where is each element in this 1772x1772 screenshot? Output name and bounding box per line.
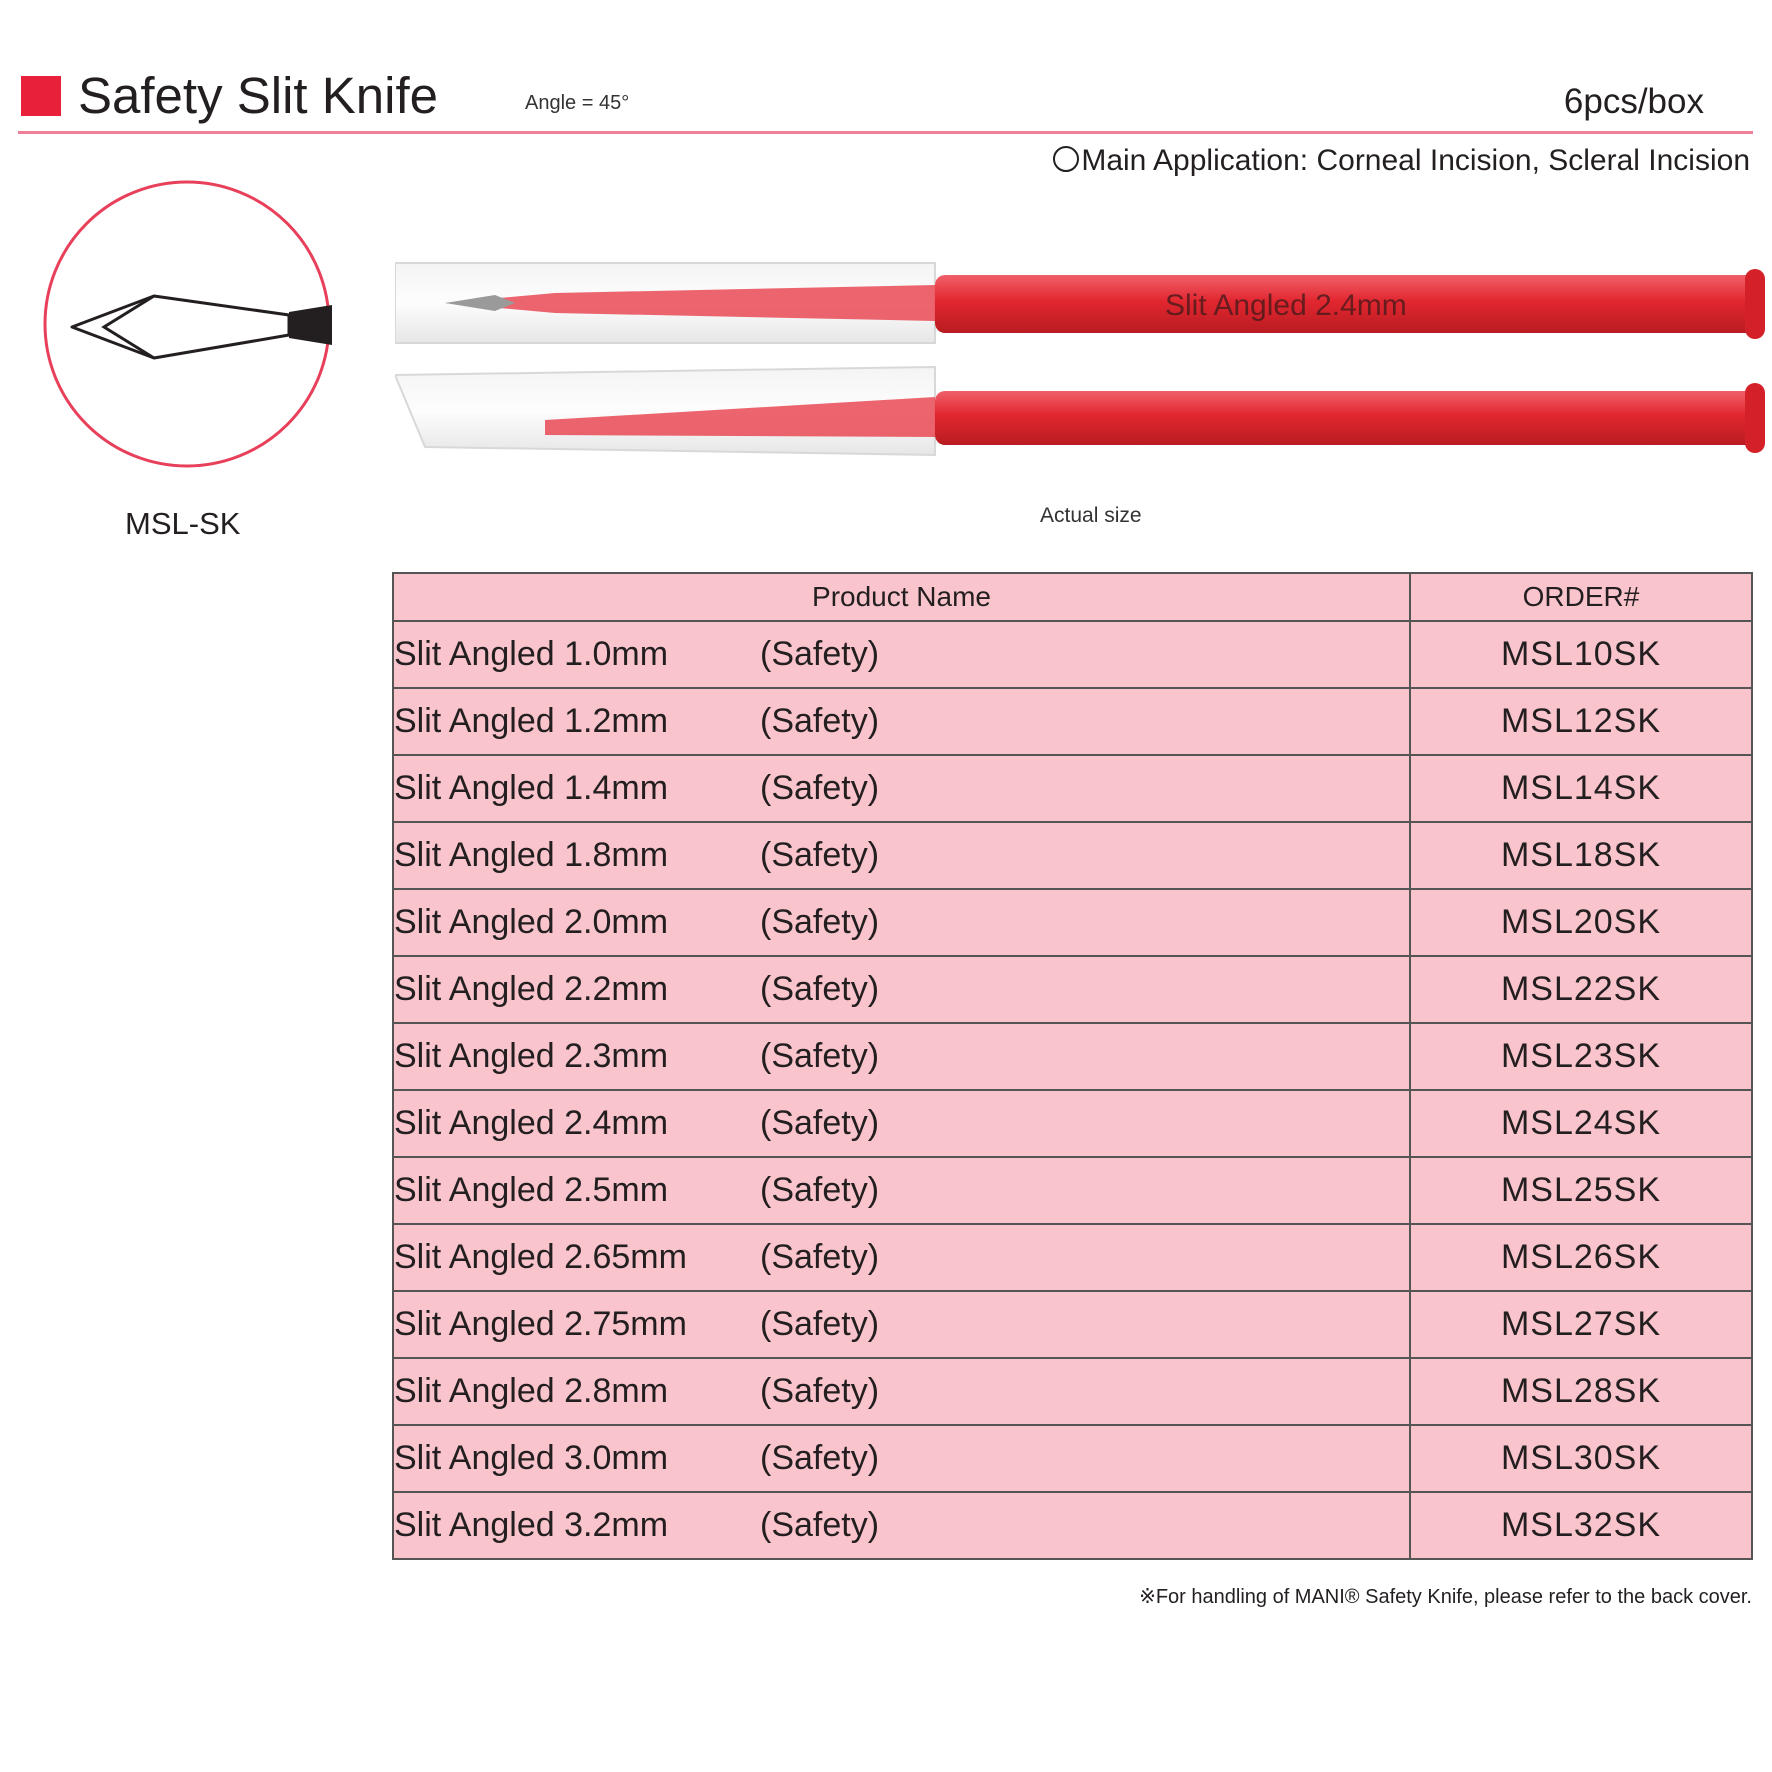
product-name-cell xyxy=(393,755,1410,822)
product-type: (Safety) xyxy=(760,1037,880,1075)
product-type: (Safety) xyxy=(760,1104,880,1142)
product-name: Slit Angled 2.3mm xyxy=(394,1037,669,1075)
header-product-name: Product Name xyxy=(393,573,1410,621)
product-name: Slit Angled 1.8mm xyxy=(394,836,669,874)
product-type: (Safety) xyxy=(760,970,880,1008)
product-name: Slit Angled 1.4mm xyxy=(394,769,669,807)
knife-top xyxy=(395,263,1765,343)
product-photo xyxy=(395,255,1765,480)
product-type: (Safety) xyxy=(760,903,880,941)
product-table xyxy=(392,572,1753,1560)
product-name: Slit Angled 1.0mm xyxy=(394,635,669,673)
product-name: Slit Angled 3.0mm xyxy=(394,1439,669,1477)
header-order-number: ORDER# xyxy=(1410,573,1752,621)
order-number: MSL18SK xyxy=(1410,822,1752,889)
product-type: (Safety) xyxy=(760,836,880,874)
main-application-text: Main Application: Corneal Incision, Scleral Incision xyxy=(1081,144,1750,177)
table-row xyxy=(393,755,1752,822)
pack-quantity: 6pcs/box xyxy=(1563,82,1704,121)
main-application xyxy=(1053,142,1750,180)
product-type: (Safety) xyxy=(760,635,880,673)
product-name: Slit Angled 2.75mm xyxy=(394,1305,687,1343)
table-row xyxy=(393,1023,1752,1090)
product-type: (Safety) xyxy=(760,1171,880,1209)
product-name-cell xyxy=(393,1157,1410,1224)
handle-label: Slit Angled 2.4mm xyxy=(1165,289,1407,322)
table-body xyxy=(393,621,1752,1559)
product-name-cell xyxy=(393,1023,1410,1090)
order-number: MSL10SK xyxy=(1410,621,1752,688)
product-name: Slit Angled 2.5mm xyxy=(394,1171,669,1209)
table-row xyxy=(393,1224,1752,1291)
table-row xyxy=(393,1492,1752,1559)
table-row xyxy=(393,822,1752,889)
knife-handle-open xyxy=(935,391,1760,445)
handle-end-cap xyxy=(1745,269,1765,339)
product-name-cell xyxy=(393,956,1410,1023)
product-name: Slit Angled 2.0mm xyxy=(394,903,669,941)
product-name: Slit Angled 1.2mm xyxy=(394,702,669,740)
product-name: Slit Angled 3.2mm xyxy=(394,1506,669,1544)
product-type: (Safety) xyxy=(760,1372,880,1410)
blade-tip-diagram xyxy=(42,179,332,469)
table-row xyxy=(393,1157,1752,1224)
table-row xyxy=(393,1358,1752,1425)
product-name-cell xyxy=(393,889,1410,956)
photo-caption: Actual size xyxy=(1040,504,1142,527)
circle-bullet-icon xyxy=(1053,146,1079,172)
table-header-row xyxy=(393,573,1752,621)
product-name-cell xyxy=(393,1224,1410,1291)
product-name-cell xyxy=(393,1425,1410,1492)
angle-spec: Angle = 45° xyxy=(525,92,630,114)
order-number: MSL12SK xyxy=(1410,688,1752,755)
product-name-cell xyxy=(393,1492,1410,1559)
order-number: MSL26SK xyxy=(1410,1224,1752,1291)
order-number: MSL32SK xyxy=(1410,1492,1752,1559)
table-row xyxy=(393,1291,1752,1358)
product-name: Slit Angled 2.4mm xyxy=(394,1104,669,1142)
product-type: (Safety) xyxy=(760,702,880,740)
product-type: (Safety) xyxy=(760,769,880,807)
footnote: ※For handling of MANI® Safety Knife, please refer to the back cover. xyxy=(1139,1586,1752,1608)
title-accent-square xyxy=(21,76,61,116)
product-type: (Safety) xyxy=(760,1238,880,1276)
handle-end-cap-open xyxy=(1745,383,1765,453)
table-row xyxy=(393,1425,1752,1492)
order-number: MSL23SK xyxy=(1410,1023,1752,1090)
order-number: MSL20SK xyxy=(1410,889,1752,956)
product-name-cell xyxy=(393,688,1410,755)
product-name-cell xyxy=(393,1291,1410,1358)
page-title: Safety Slit Knife xyxy=(78,67,439,124)
product-name: Slit Angled 2.2mm xyxy=(394,970,669,1008)
order-number: MSL25SK xyxy=(1410,1157,1752,1224)
product-name-cell xyxy=(393,1090,1410,1157)
order-number: MSL28SK xyxy=(1410,1358,1752,1425)
table-row xyxy=(393,621,1752,688)
table-row xyxy=(393,688,1752,755)
order-number: MSL27SK xyxy=(1410,1291,1752,1358)
blade-shaft xyxy=(289,305,332,345)
order-number: MSL22SK xyxy=(1410,956,1752,1023)
table-row xyxy=(393,1090,1752,1157)
product-type: (Safety) xyxy=(760,1506,880,1544)
model-number: MSL-SK xyxy=(125,506,241,541)
order-number: MSL14SK xyxy=(1410,755,1752,822)
table-row xyxy=(393,956,1752,1023)
product-name: Slit Angled 2.8mm xyxy=(394,1372,669,1410)
knife-bottom xyxy=(395,367,1765,455)
product-name: Slit Angled 2.65mm xyxy=(394,1238,687,1276)
table-row xyxy=(393,889,1752,956)
order-number: MSL30SK xyxy=(1410,1425,1752,1492)
product-name-cell xyxy=(393,822,1410,889)
product-name-cell xyxy=(393,1358,1410,1425)
product-type: (Safety) xyxy=(760,1305,880,1343)
header-divider xyxy=(18,131,1753,134)
order-number: MSL24SK xyxy=(1410,1090,1752,1157)
product-name-cell xyxy=(393,621,1410,688)
product-type: (Safety) xyxy=(760,1439,880,1477)
